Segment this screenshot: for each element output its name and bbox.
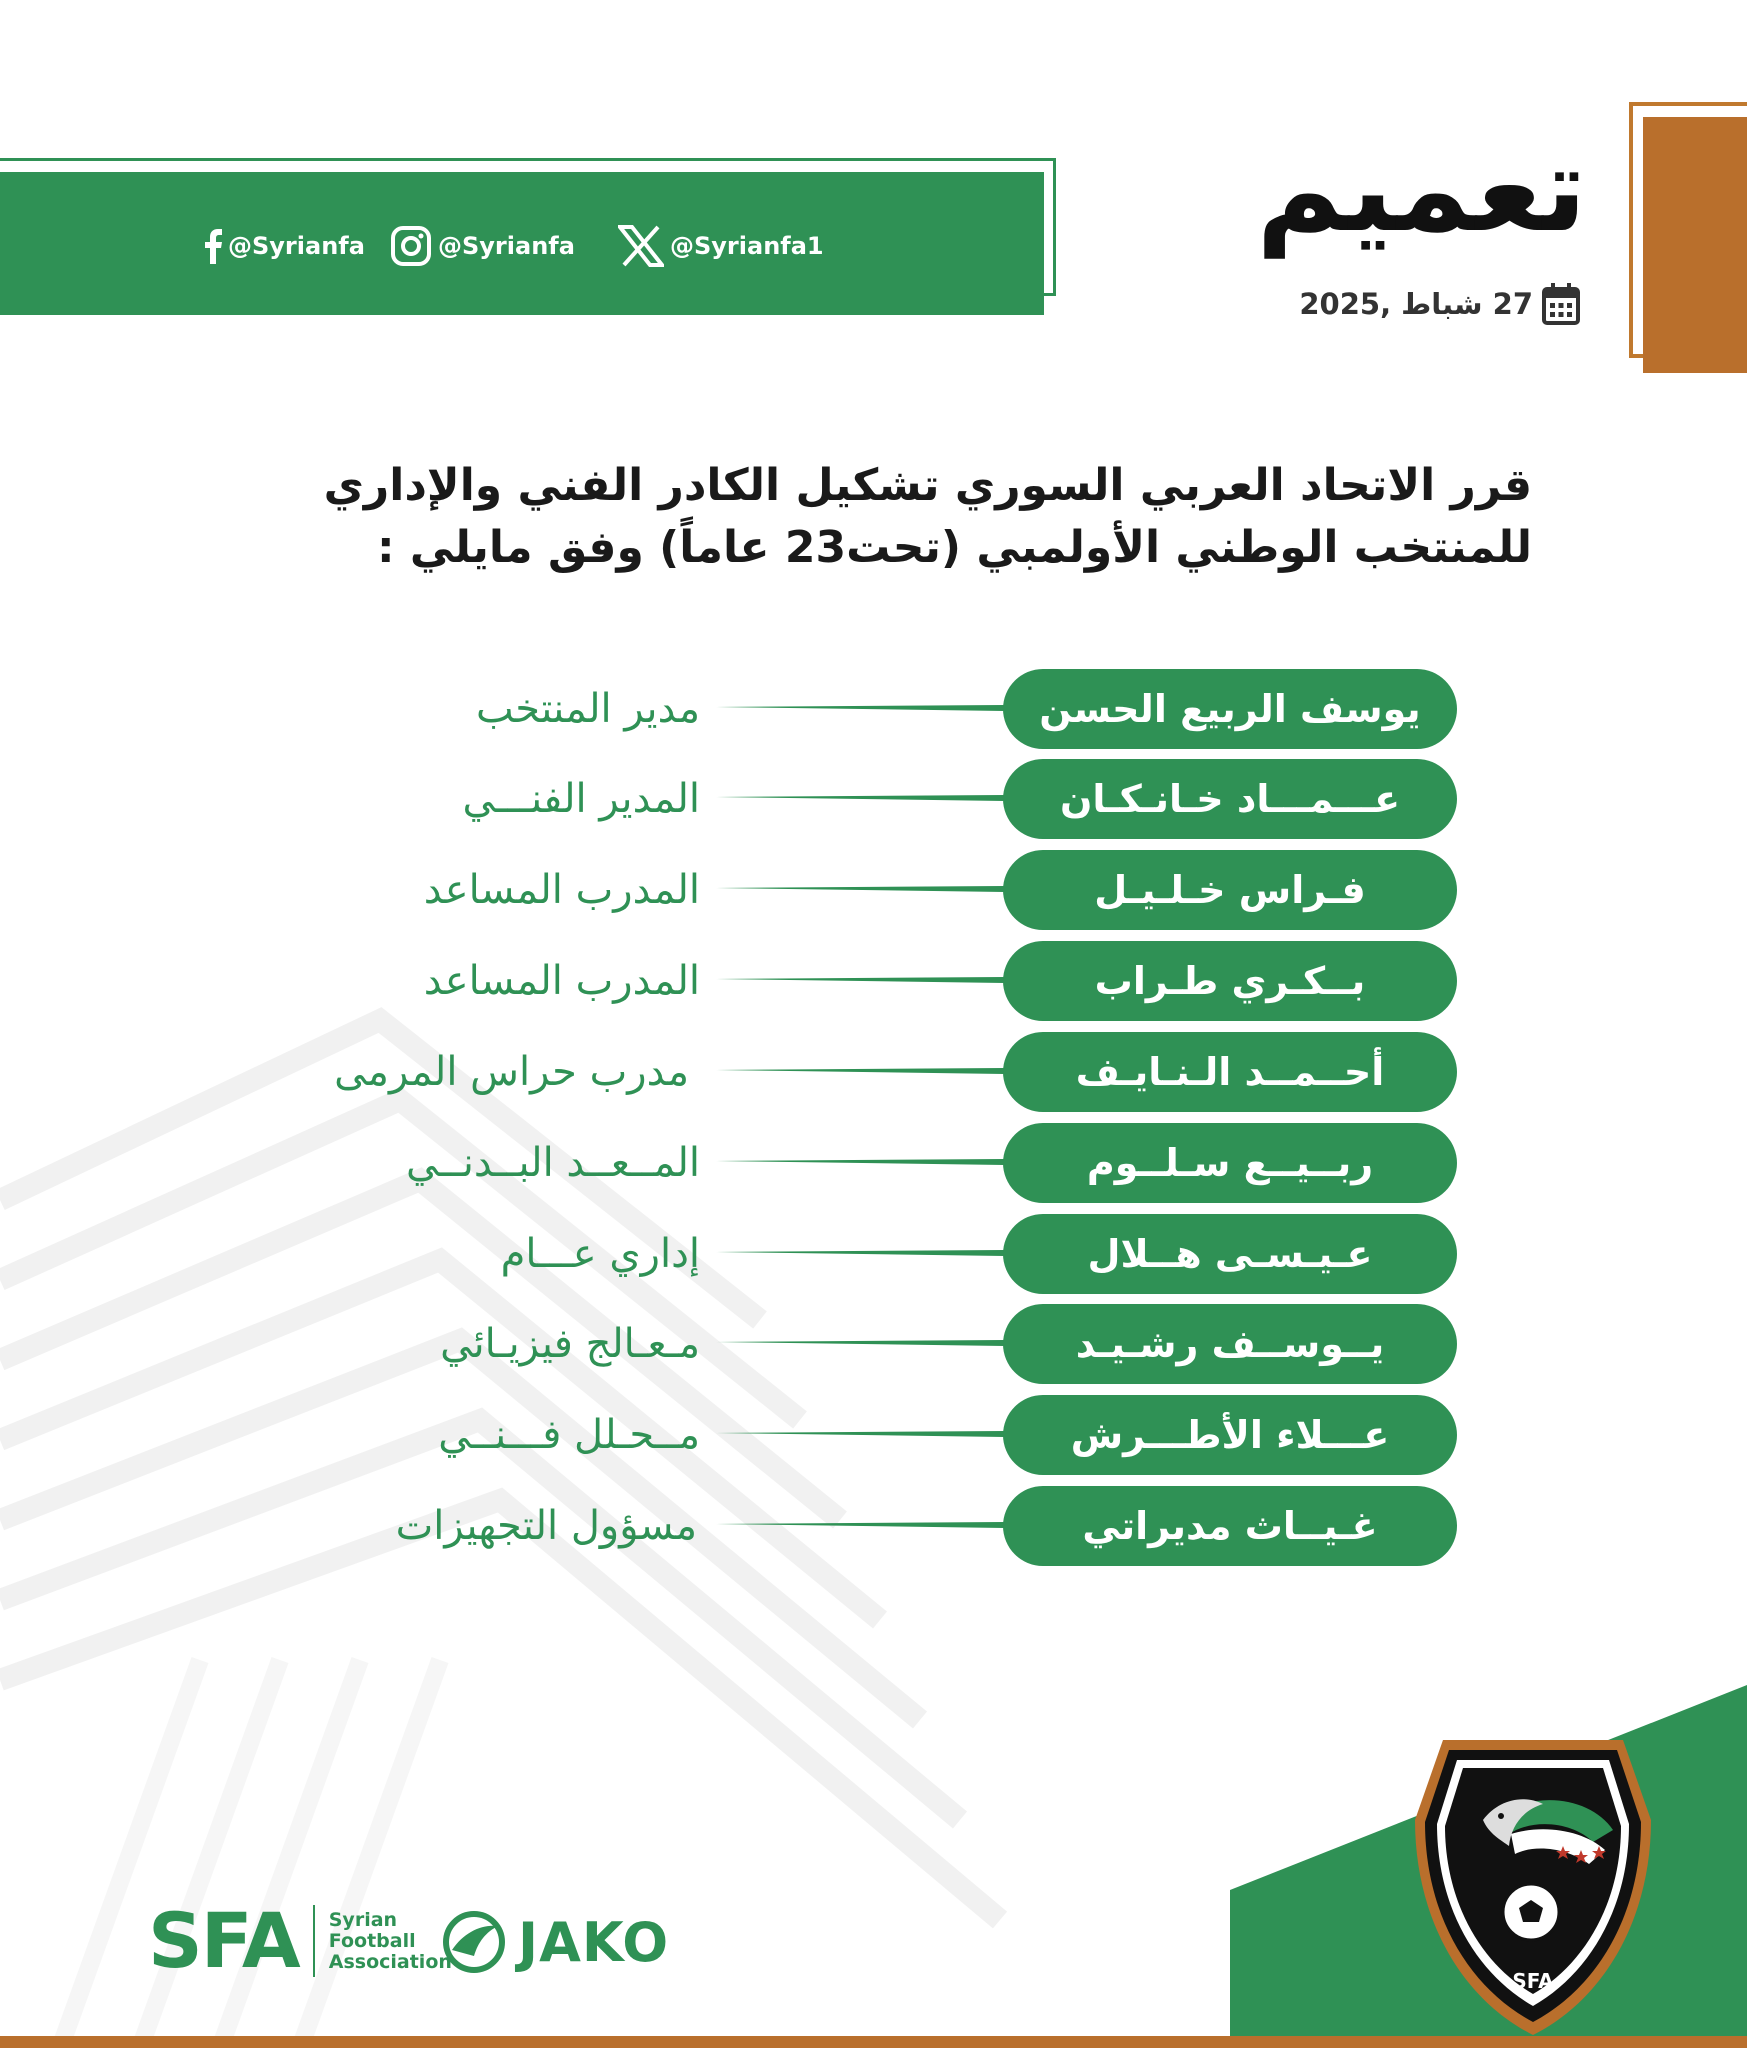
staff-row bbox=[0, 941, 1747, 1021]
jako-logo bbox=[442, 1910, 669, 1974]
instagram-icon bbox=[390, 225, 432, 267]
staff-role: المدرب المساعد bbox=[423, 867, 700, 913]
date-text: 27 شباط ,2025 bbox=[1299, 287, 1533, 321]
staff-role: المدرب المساعد bbox=[423, 958, 700, 1004]
staff-row bbox=[0, 759, 1747, 839]
jako-emblem-icon bbox=[442, 1910, 506, 1974]
staff-role: مــحـلل فـــنــي bbox=[438, 1412, 700, 1458]
bottom-accent-bar bbox=[0, 2036, 1747, 2048]
staff-row bbox=[0, 1304, 1747, 1384]
facebook-handle-text: @Syrianfa bbox=[228, 232, 365, 260]
page-title: تعميم bbox=[1256, 120, 1587, 258]
staff-name-pill: يــوســف رشـيـد bbox=[1003, 1304, 1457, 1384]
connector-line bbox=[716, 1431, 1004, 1437]
staff-name-pill: بــكـري طـراب bbox=[1003, 941, 1457, 1021]
staff-name-pill: عـــلاء الأطـــرش bbox=[1003, 1395, 1457, 1475]
sfa-logo bbox=[148, 1896, 452, 1985]
sfa-logo-words: Syrian Football Association bbox=[328, 1908, 452, 1973]
staff-role: إداري عـــام bbox=[500, 1231, 700, 1277]
staff-row bbox=[0, 850, 1747, 930]
staff-row bbox=[0, 669, 1747, 749]
instagram-handle-text: @Syrianfa bbox=[438, 232, 575, 260]
instagram-handle[interactable] bbox=[390, 226, 575, 266]
staff-name-pill: عـيـسـى هــلال bbox=[1003, 1214, 1457, 1294]
staff-row bbox=[0, 1395, 1747, 1475]
staff-name-pill: ربــيــع سـلــوم bbox=[1003, 1123, 1457, 1203]
staff-name-pill: عـــمـــاد خـانـكـان bbox=[1003, 759, 1457, 839]
accent-block bbox=[1643, 117, 1747, 373]
staff-name-pill: غـيــاث مديراتي bbox=[1003, 1486, 1457, 1566]
connector-line bbox=[716, 977, 1004, 983]
staff-row bbox=[0, 1214, 1747, 1294]
staff-role: المــعــد البــدنــي bbox=[405, 1140, 700, 1186]
staff-role: مسؤول التجهيزات bbox=[395, 1503, 697, 1549]
connector-line bbox=[716, 705, 1004, 711]
x-handle[interactable] bbox=[618, 226, 824, 266]
staff-name-pill: أحــمــد الـنـايـف bbox=[1003, 1032, 1457, 1112]
connector-line bbox=[716, 1340, 1004, 1346]
intro-paragraph bbox=[232, 455, 1532, 579]
facebook-handle[interactable] bbox=[204, 226, 365, 266]
staff-row bbox=[0, 1032, 1747, 1112]
x-handle-text: @Syrianfa1 bbox=[670, 232, 824, 260]
sfa-logo-letters: SFA bbox=[148, 1896, 299, 1985]
connector-line bbox=[716, 795, 1004, 801]
intro-line-1: قرر الاتحاد العربي السوري تشكيل الكادر الفني والإداري bbox=[323, 460, 1532, 511]
staff-name-pill: فـراس خـلـيـل bbox=[1003, 850, 1457, 930]
staff-role: مدير المنتخب bbox=[475, 686, 700, 732]
staff-role: المدير الفنـــي bbox=[462, 776, 700, 822]
crest-text: SFA bbox=[1512, 1969, 1554, 1993]
staff-row bbox=[0, 1123, 1747, 1203]
jako-wordmark: JAKO bbox=[518, 1910, 670, 1974]
staff-role: مدرب حراس المرمى bbox=[334, 1049, 689, 1095]
staff-role: مـعـالج فيزيـائي bbox=[440, 1321, 700, 1367]
facebook-icon bbox=[204, 228, 222, 264]
staff-name-pill: يوسف الربيع الحسن bbox=[1003, 669, 1457, 749]
intro-line-2: للمنتخب الوطني الأولمبي (تحت23 عاماً) وفق مايلي : bbox=[376, 522, 1532, 573]
date-row bbox=[1299, 282, 1581, 326]
sfa-logo-divider bbox=[313, 1905, 315, 1977]
sfa-crest bbox=[1413, 1730, 1653, 2040]
x-icon bbox=[618, 225, 664, 267]
connector-line bbox=[716, 1068, 1004, 1074]
connector-line bbox=[716, 1522, 1004, 1528]
connector-line bbox=[716, 886, 1004, 892]
connector-line bbox=[716, 1250, 1004, 1256]
staff-row bbox=[0, 1486, 1747, 1566]
calendar-icon bbox=[1541, 282, 1581, 326]
connector-line bbox=[716, 1159, 1004, 1165]
